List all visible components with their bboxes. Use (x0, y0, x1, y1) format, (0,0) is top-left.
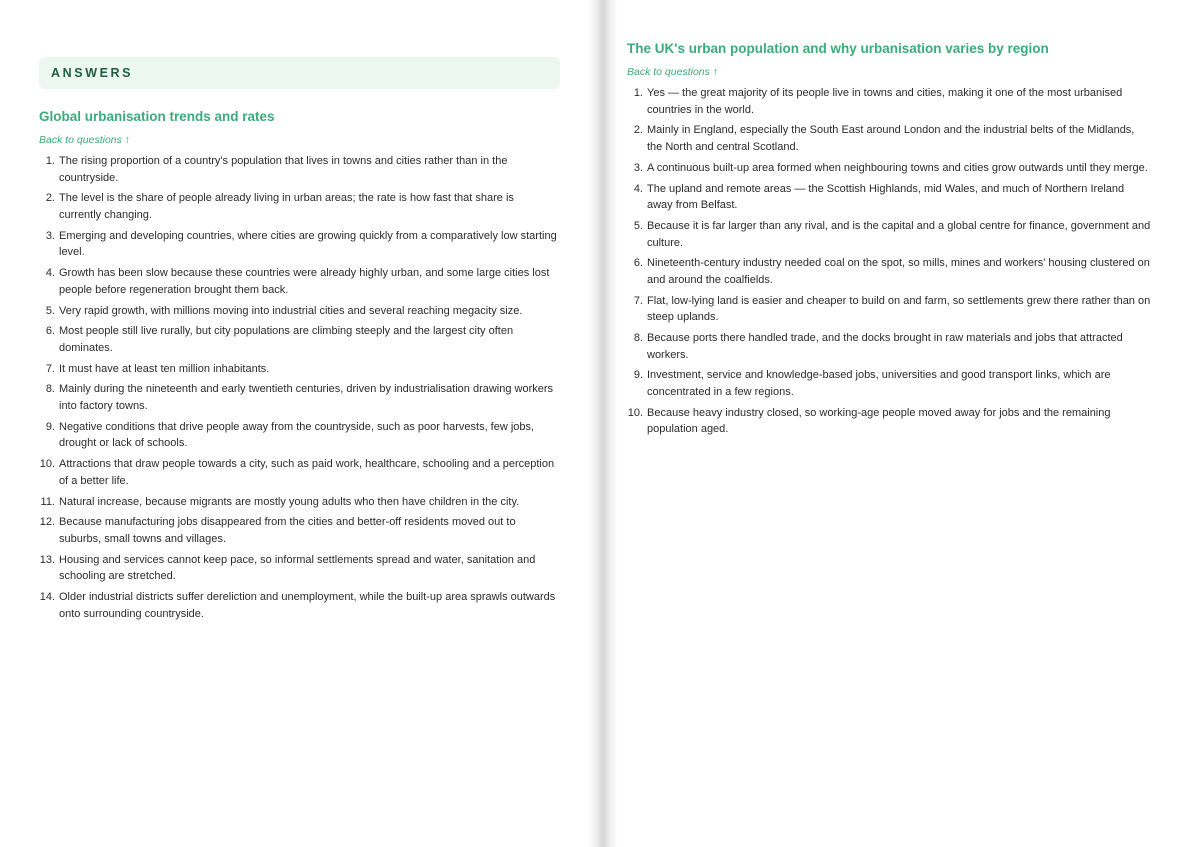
answer-text: Older industrial districts suffer dereliction and unemployment, while the built-up area sprawls outwards onto surrounding countryside. (59, 591, 556, 620)
answer-text: Growth has been slow because these countries were already highly urban, and some large cities lost people before regeneration brought them back. (59, 267, 550, 296)
answer-text: Mainly during the nineteenth and early twentieth centuries, driven by industrialisation drawing workers into factory towns. (59, 383, 554, 413)
answer-item (39, 494, 560, 511)
answer-item (627, 85, 1160, 118)
answer-item (39, 514, 560, 547)
answer-number: 7. (633, 294, 643, 307)
answer-text: The level is the share of people already living in urban areas; the rate is how fast that share is currently changing. (59, 192, 514, 221)
answer-item (39, 323, 560, 356)
banner-title: ANSWERS (51, 66, 134, 80)
answer-item (627, 122, 1160, 155)
section-heading-uk-urban-population: The UK's urban population and why urbanisation varies by region (627, 41, 1049, 56)
answer-item (627, 181, 1160, 214)
answer-item (39, 552, 560, 585)
answer-text: Attractions that draw people towards a city, such as paid work, healthcare, schooling and a perception of a better life. (59, 458, 555, 487)
answer-item (627, 330, 1160, 363)
answer-number: 8. (633, 332, 643, 345)
answer-number: 6. (633, 257, 643, 270)
answer-text: Very rapid growth, with millions moving into industrial cities and several reaching megacity size. (59, 304, 523, 317)
answer-text: Because manufacturing jobs disappeared from the cities and better-off residents moved out to suburbs, small towns and villages. (59, 516, 516, 545)
answer-text: It must have at least ten million inhabitants. (59, 362, 270, 375)
answer-number: 2. (45, 192, 55, 205)
answer-item (39, 361, 560, 378)
answer-text: A continuous built-up area formed when neighbouring towns and cities grow outwards until they merge. (647, 161, 1148, 174)
back-to-questions-link[interactable] (39, 133, 130, 147)
answer-text: Yes — the great majority of its people live in towns and cities, making it one of the most urbanised countries in the world. (647, 87, 1123, 116)
answer-number: 7. (45, 362, 55, 375)
answer-text: Mainly in England, especially the South East around London and the industrial belts of the Midlands, the North and central Scotland. (647, 124, 1135, 153)
answer-item (39, 303, 560, 320)
answer-number: 5. (45, 304, 55, 317)
answer-text: Emerging and developing countries, where cities are growing quickly from a comparatively low starting level. (59, 229, 557, 259)
answer-number: 13. (39, 553, 55, 566)
answer-number: 1. (45, 155, 55, 167)
answer-number: 4. (45, 267, 55, 280)
answer-number: 4. (633, 182, 643, 195)
answers-banner (39, 57, 560, 89)
answer-list-uk (627, 85, 1160, 438)
answer-number: 10. (627, 406, 643, 419)
answer-number: 3. (633, 161, 643, 174)
answer-number: 9. (633, 369, 643, 382)
answer-text: Because it is far larger than any rival, and is the capital and a global centre for finance, government and culture. (647, 219, 1151, 249)
right-page (588, 0, 1200, 847)
back-link-label: Back to questions (627, 66, 710, 78)
answer-number: 10. (39, 458, 55, 471)
answer-item (39, 419, 560, 452)
answer-number: 5. (633, 219, 643, 232)
answer-item (39, 190, 560, 223)
answer-item (627, 218, 1160, 251)
answer-text: Flat, low-lying land is easier and cheaper to build on and farm, so settlements grew there rather than on steep uplands. (647, 294, 1151, 324)
answer-number: 6. (45, 325, 55, 338)
answer-number: 2. (633, 124, 643, 137)
answer-number: 12. (39, 516, 55, 529)
answer-text: Investment, service and knowledge-based jobs, universities and good transport links, which are concentrated in a few regions. (647, 369, 1111, 398)
answer-number: 11. (40, 495, 55, 508)
answer-item (39, 381, 560, 414)
answer-number: 9. (45, 420, 55, 433)
answer-item (39, 265, 560, 298)
answer-item (627, 255, 1160, 288)
answer-number: 8. (45, 383, 55, 396)
answer-text: The rising proportion of a country's population that lives in towns and cities rather than in the countryside. (59, 155, 508, 184)
answer-item (39, 589, 560, 622)
answer-number: 3. (45, 229, 55, 242)
up-arrow-icon: ↑ (712, 66, 719, 78)
answer-item (39, 228, 560, 261)
answer-text: The upland and remote areas — the Scottish Highlands, mid Wales, and much of Northern Ireland away from Belfast. (647, 182, 1125, 212)
answer-text: Because ports there handled trade, and the docks brought in raw materials and jobs that attracted workers. (647, 332, 1123, 361)
answer-item (627, 405, 1160, 438)
answer-text: Most people still live rurally, but city populations are climbing steeply and the largest city often dominates. (59, 325, 514, 354)
answer-text: Housing and services cannot keep pace, so informal settlements spread and water, sanitation and schooling are stretched. (59, 553, 536, 583)
left-page (0, 0, 588, 847)
up-arrow-icon: ↑ (124, 134, 131, 146)
answer-item (39, 456, 560, 489)
answer-item (627, 367, 1160, 400)
answer-text: Because heavy industry closed, so working-age people moved away for jobs and the remaining population aged. (647, 406, 1111, 436)
back-to-questions-link[interactable] (627, 65, 718, 79)
answer-item (627, 160, 1160, 177)
answer-number: 14. (39, 591, 55, 604)
answer-text: Nineteenth-century industry needed coal on the spot, so mills, mines and workers' housing clustered on and around the coalfields. (647, 257, 1150, 286)
answer-item (39, 153, 560, 186)
answer-number: 1. (633, 87, 643, 99)
section-heading-global-urbanisation: Global urbanisation trends and rates (39, 109, 275, 124)
answer-text: Natural increase, because migrants are mostly young adults who then have children in the city. (59, 495, 520, 508)
answer-text: Negative conditions that drive people away from the countryside, such as poor harvests, few jobs, drought or lack of schools. (59, 420, 535, 450)
back-link-label: Back to questions (39, 134, 122, 146)
answer-list-global (39, 153, 560, 622)
answer-item (627, 293, 1160, 326)
